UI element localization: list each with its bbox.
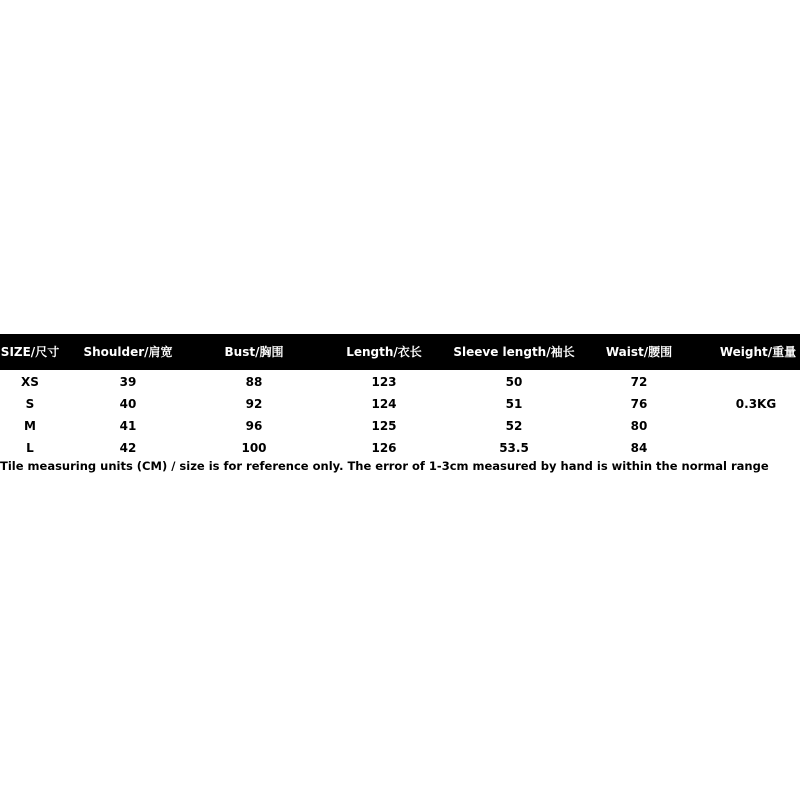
cell-weight: 0.3KG xyxy=(735,397,777,411)
header-size: SIZE/尺寸 xyxy=(0,345,60,359)
cell-sleeve-length: 53.5 xyxy=(499,441,529,455)
table-body xyxy=(0,370,800,458)
cell-shoulder: 42 xyxy=(119,441,137,455)
cell-bust: 92 xyxy=(245,397,263,411)
header-waist: Waist/腰围 xyxy=(605,345,673,359)
cell-length: 125 xyxy=(371,419,397,433)
cell-size: L xyxy=(26,441,34,455)
cell-shoulder: 41 xyxy=(119,419,137,433)
cell-size: S xyxy=(25,397,35,411)
cell-waist: 76 xyxy=(630,397,648,411)
cell-bust: 96 xyxy=(245,419,263,433)
cell-length: 124 xyxy=(371,397,397,411)
cell-waist: 84 xyxy=(630,441,648,455)
header-weight: Weight/重量 xyxy=(719,345,797,359)
size-chart-table xyxy=(0,334,800,458)
table-row xyxy=(0,415,800,437)
cell-bust: 88 xyxy=(245,375,263,389)
header-length: Length/衣长 xyxy=(346,345,422,359)
cell-length: 126 xyxy=(371,441,397,455)
cell-waist: 80 xyxy=(630,419,648,433)
cell-size: M xyxy=(24,419,36,433)
table-row xyxy=(0,371,800,393)
cell-sleeve-length: 51 xyxy=(505,397,523,411)
cell-length: 123 xyxy=(371,375,397,389)
table-row xyxy=(0,437,800,459)
cell-sleeve-length: 50 xyxy=(505,375,523,389)
table-header-row xyxy=(0,334,800,370)
cell-shoulder: 40 xyxy=(119,397,137,411)
header-shoulder: Shoulder/肩宽 xyxy=(83,345,173,359)
cell-bust: 100 xyxy=(241,441,267,455)
header-bust: Bust/胸围 xyxy=(224,345,284,359)
cell-waist: 72 xyxy=(630,375,648,389)
cell-size: XS xyxy=(21,375,39,389)
table-row xyxy=(0,393,800,415)
cell-sleeve-length: 52 xyxy=(505,419,523,433)
measurement-note: Tile measuring units (CM) / size is for reference only. The error of 1-3cm measured by hand is within the normal range xyxy=(0,459,769,473)
cell-shoulder: 39 xyxy=(119,375,137,389)
header-sleeve-length: Sleeve length/袖长 xyxy=(453,345,575,359)
